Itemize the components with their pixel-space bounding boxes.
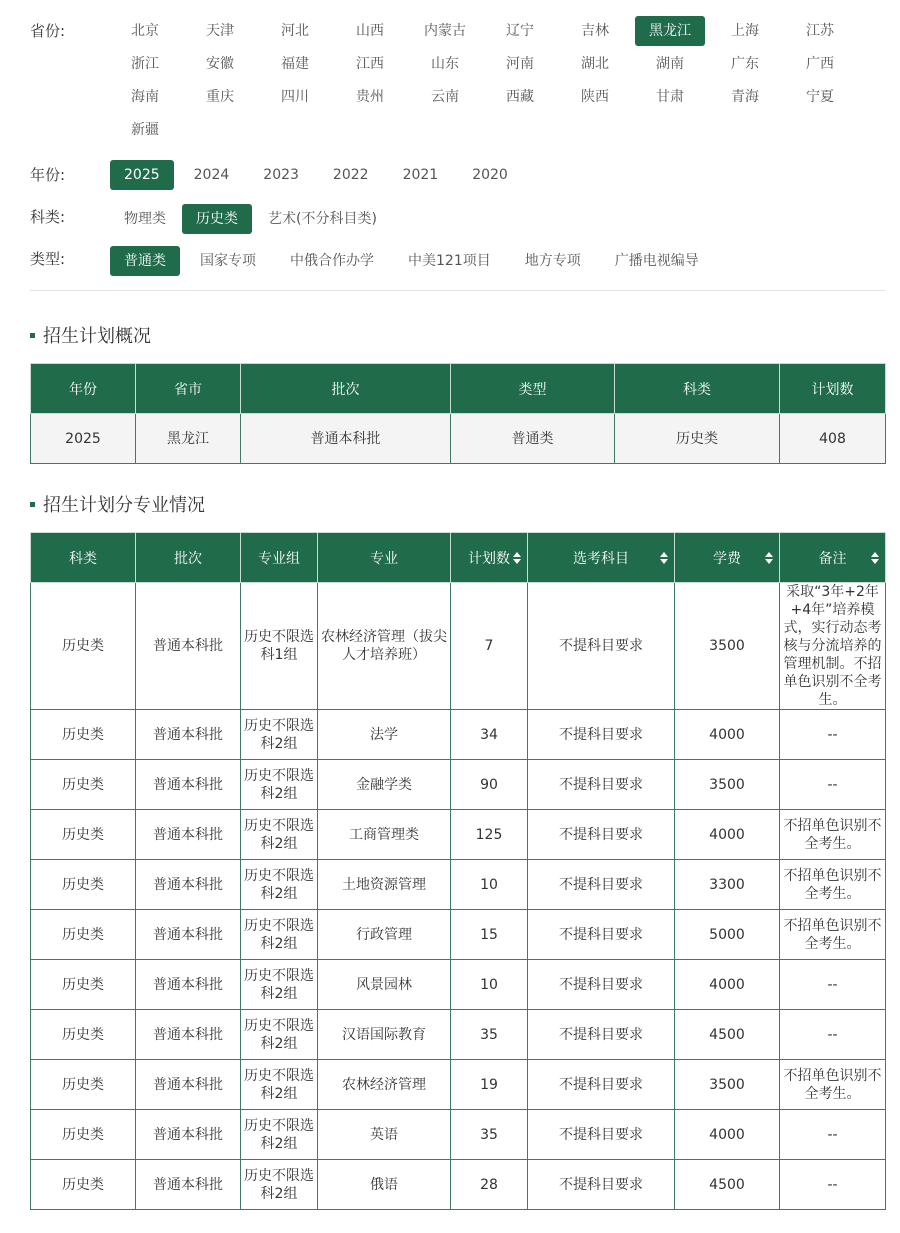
table-cell: 历史类 [31, 760, 136, 810]
table-cell: 汉语国际教育 [318, 1010, 451, 1060]
sort-icon[interactable] [660, 552, 668, 564]
table-cell: 历史类 [31, 910, 136, 960]
majors-section-title [30, 492, 885, 516]
overview-body [31, 414, 886, 464]
table-cell: 15 [451, 910, 528, 960]
table-cell: 3300 [675, 860, 780, 910]
table-cell: 普通本科批 [136, 910, 241, 960]
table-cell: 普通类 [451, 414, 615, 464]
table-cell: 3500 [675, 1060, 780, 1110]
section-marker-icon [30, 333, 35, 338]
table-cell: 不提科目要求 [528, 1110, 675, 1160]
column-header [31, 533, 136, 583]
table-cell: 历史不限选科2组 [241, 1060, 318, 1110]
sort-icon[interactable] [765, 552, 773, 564]
table-cell: 普通本科批 [136, 1110, 241, 1160]
table-cell: 历史不限选科2组 [241, 960, 318, 1010]
sort-icon[interactable] [513, 552, 521, 564]
table-cell: -- [780, 960, 886, 1010]
table-cell: 不提科目要求 [528, 910, 675, 960]
overview-table [30, 363, 886, 464]
table-cell: 普通本科批 [136, 1160, 241, 1210]
table-cell: 历史类 [31, 710, 136, 760]
table-cell: 不提科目要求 [528, 1060, 675, 1110]
table-row [31, 810, 886, 860]
table-cell: 35 [451, 1010, 528, 1060]
province-option[interactable]: 河南 [506, 56, 534, 72]
table-cell: 35 [451, 1110, 528, 1160]
year-option[interactable]: 2020 [472, 167, 508, 183]
column-header-label: 科类 [69, 550, 97, 567]
column-header [241, 533, 318, 583]
table-cell: 不招单色识别不全考生。 [780, 810, 886, 860]
table-cell: 法学 [318, 710, 451, 760]
province-option[interactable]: 黑龙江 [635, 16, 705, 46]
column-header-label: 年份 [69, 381, 97, 398]
overview-title: 招生计划概况 [43, 326, 151, 347]
majors-title: 招生计划分专业情况 [43, 495, 205, 516]
year-option[interactable]: 2021 [402, 167, 439, 183]
table-cell: 2025 [31, 414, 136, 464]
province-option[interactable]: 甘肃 [656, 89, 684, 105]
column-header [318, 533, 451, 583]
table-cell: 不提科目要求 [528, 583, 675, 710]
province-option[interactable]: 四川 [281, 89, 309, 105]
year-options [110, 160, 528, 190]
table-cell: 不提科目要求 [528, 760, 675, 810]
table-cell: 4000 [675, 960, 780, 1010]
table-cell: 10 [451, 860, 528, 910]
table-cell: 3500 [675, 583, 780, 710]
category-filter-label: 科类: [30, 208, 66, 226]
table-cell: 历史类 [31, 960, 136, 1010]
majors-body [31, 583, 886, 1210]
column-header-label: 计划数 [811, 381, 854, 398]
table-row [31, 414, 886, 464]
table-cell: 农林经济管理（拔尖人才培养班） [318, 583, 451, 710]
table-cell: -- [780, 760, 886, 810]
province-option[interactable]: 吉林 [581, 23, 609, 39]
column-header [31, 364, 136, 414]
type-option[interactable]: 中俄合作办学 [290, 253, 374, 269]
province-options [110, 16, 860, 148]
column-header-label: 批次 [331, 381, 360, 398]
year-option[interactable]: 2024 [193, 167, 230, 183]
type-option[interactable]: 普通类 [110, 246, 180, 276]
table-cell: 不招单色识别不全考生。 [780, 860, 886, 910]
province-filter-label: 省份: [30, 22, 66, 40]
table-cell: 土地资源管理 [318, 860, 451, 910]
year-option[interactable]: 2025 [110, 160, 174, 190]
province-option[interactable]: 福建 [281, 56, 309, 72]
category-option[interactable]: 历史类 [182, 204, 252, 234]
year-filter-label: 年份: [30, 166, 66, 184]
table-cell: 3500 [675, 760, 780, 810]
province-option[interactable]: 陕西 [581, 89, 609, 105]
province-option[interactable]: 内蒙古 [424, 23, 466, 39]
category-option[interactable]: 物理类 [124, 211, 166, 227]
column-header[interactable] [780, 533, 886, 583]
table-cell: 10 [451, 960, 528, 1010]
table-cell: 历史不限选科2组 [241, 710, 318, 760]
province-option[interactable]: 上海 [731, 23, 759, 39]
column-header-label: 选考科目 [573, 550, 629, 567]
column-header-label: 批次 [174, 550, 202, 567]
table-cell: 5000 [675, 910, 780, 960]
table-cell: 历史不限选科2组 [241, 1010, 318, 1060]
category-option[interactable]: 艺术(不分科目类) [268, 211, 377, 227]
year-option[interactable]: 2023 [263, 167, 299, 183]
table-cell: 普通本科批 [136, 810, 241, 860]
table-cell: 普通本科批 [136, 960, 241, 1010]
table-row [31, 760, 886, 810]
column-header-label: 学费 [713, 550, 741, 567]
table-cell: 历史类 [31, 1060, 136, 1110]
table-cell: 普通本科批 [136, 583, 241, 710]
column-header-label: 类型 [518, 381, 547, 398]
table-cell: 行政管理 [318, 910, 451, 960]
table-cell: 408 [780, 414, 886, 464]
province-option[interactable]: 天津 [206, 23, 234, 39]
table-cell: 普通本科批 [136, 710, 241, 760]
table-cell: 不提科目要求 [528, 1010, 675, 1060]
table-row [31, 960, 886, 1010]
table-cell: 农林经济管理 [318, 1060, 451, 1110]
table-cell: 34 [451, 710, 528, 760]
province-option[interactable]: 北京 [131, 23, 159, 39]
table-cell: 俄语 [318, 1160, 451, 1210]
column-header-label: 科类 [683, 381, 711, 398]
table-row [31, 1110, 886, 1160]
table-cell: 历史类 [31, 1010, 136, 1060]
column-header [136, 533, 241, 583]
type-filter [30, 246, 885, 276]
table-cell: 工商管理类 [318, 810, 451, 860]
province-option[interactable]: 海南 [131, 89, 159, 105]
table-cell: 不提科目要求 [528, 860, 675, 910]
year-filter [30, 160, 885, 190]
table-cell: 28 [451, 1160, 528, 1210]
province-option[interactable]: 广西 [806, 56, 834, 72]
table-cell: 4000 [675, 1110, 780, 1160]
table-cell: 历史类 [31, 1110, 136, 1160]
table-cell: 历史不限选科2组 [241, 1160, 318, 1210]
table-cell: 风景园林 [318, 960, 451, 1010]
table-cell: 90 [451, 760, 528, 810]
table-cell: 普通本科批 [136, 760, 241, 810]
table-cell: -- [780, 1010, 886, 1060]
table-cell: 普通本科批 [241, 414, 451, 464]
table-cell: 不提科目要求 [528, 710, 675, 760]
column-header-label: 省市 [174, 381, 202, 398]
table-row [31, 910, 886, 960]
column-header-label: 专业 [370, 550, 398, 567]
filter-divider [30, 290, 885, 291]
table-cell: 历史类 [31, 810, 136, 860]
table-cell: 普通本科批 [136, 860, 241, 910]
table-cell: -- [780, 1110, 886, 1160]
province-option[interactable]: 浙江 [131, 56, 159, 72]
table-cell: 英语 [318, 1110, 451, 1160]
table-row [31, 1010, 886, 1060]
table-cell: 4500 [675, 1160, 780, 1210]
table-cell: 不招单色识别不全考生。 [780, 910, 886, 960]
province-option[interactable]: 湖南 [656, 56, 684, 72]
province-option[interactable]: 湖北 [581, 56, 609, 72]
type-filter-label: 类型: [30, 250, 66, 268]
column-header[interactable] [528, 533, 675, 583]
table-cell: 黑龙江 [136, 414, 241, 464]
table-cell: 不招单色识别不全考生。 [780, 1060, 886, 1110]
year-option[interactable]: 2022 [332, 167, 369, 183]
province-option[interactable]: 江苏 [806, 23, 834, 39]
column-header [615, 364, 780, 414]
majors-header-row [31, 533, 886, 583]
sort-icon[interactable] [871, 552, 879, 564]
type-option[interactable]: 广播电视编导 [614, 253, 699, 269]
province-option[interactable]: 山西 [356, 23, 384, 39]
section-marker-icon [30, 502, 35, 507]
table-cell: 历史类 [31, 860, 136, 910]
province-option[interactable]: 山东 [431, 56, 459, 72]
table-cell: 历史不限选科2组 [241, 1110, 318, 1160]
type-option[interactable]: 国家专项 [200, 253, 256, 269]
table-cell: -- [780, 1160, 886, 1210]
table-cell: 历史不限选科1组 [241, 583, 318, 710]
table-cell: 历史类 [615, 414, 780, 464]
table-cell: 金融学类 [318, 760, 451, 810]
majors-table [30, 532, 886, 1210]
table-cell: 7 [451, 583, 528, 710]
province-option[interactable]: 新疆 [131, 122, 159, 138]
table-cell: 不提科目要求 [528, 1160, 675, 1210]
table-cell: 历史不限选科2组 [241, 910, 318, 960]
type-option[interactable]: 中美121项目 [408, 253, 491, 269]
table-row [31, 710, 886, 760]
overview-header-row [31, 364, 886, 414]
province-option[interactable]: 贵州 [356, 89, 384, 105]
province-option[interactable]: 西藏 [506, 89, 534, 105]
province-filter [30, 0, 885, 148]
column-header [136, 364, 241, 414]
table-cell: 不提科目要求 [528, 810, 675, 860]
column-header [780, 364, 886, 414]
province-option[interactable]: 云南 [431, 89, 459, 105]
province-option[interactable]: 辽宁 [506, 23, 534, 39]
table-cell: 采取“3年+2年+4年”培养模式，实行动态考核与分流培养的管理机制。不招单色识别不全考生。 [780, 583, 886, 710]
type-option[interactable]: 地方专项 [524, 253, 581, 269]
column-header[interactable] [675, 533, 780, 583]
table-cell: 4000 [675, 810, 780, 860]
province-option[interactable]: 江西 [356, 56, 384, 72]
column-header-label: 备注 [818, 550, 847, 567]
table-cell: 普通本科批 [136, 1010, 241, 1060]
table-cell: 不提科目要求 [528, 960, 675, 1010]
province-option[interactable]: 安徽 [206, 56, 234, 72]
category-filter [30, 204, 885, 234]
table-cell: 历史不限选科2组 [241, 860, 318, 910]
table-cell: 历史不限选科2组 [241, 810, 318, 860]
table-row [31, 860, 886, 910]
table-cell: 历史类 [31, 1160, 136, 1210]
province-option[interactable]: 青海 [731, 89, 759, 105]
province-option[interactable]: 河北 [281, 23, 309, 39]
table-cell: 125 [451, 810, 528, 860]
table-cell: 历史类 [31, 583, 136, 710]
overview-section-title [30, 323, 885, 347]
category-options [110, 204, 393, 234]
province-option[interactable]: 重庆 [206, 89, 234, 105]
table-row [31, 1160, 886, 1210]
table-row [31, 583, 886, 710]
table-row [31, 1060, 886, 1110]
table-cell: 普通本科批 [136, 1060, 241, 1110]
table-cell: 19 [451, 1060, 528, 1110]
column-header-label: 专业组 [258, 550, 300, 567]
column-header-label: 计划数 [468, 550, 510, 567]
column-header[interactable] [451, 533, 528, 583]
table-cell: -- [780, 710, 886, 760]
type-options [110, 246, 719, 276]
table-cell: 4000 [675, 710, 780, 760]
province-option[interactable]: 广东 [731, 56, 759, 72]
table-cell: 历史不限选科2组 [241, 760, 318, 810]
table-cell: 4500 [675, 1010, 780, 1060]
column-header [451, 364, 615, 414]
province-option[interactable]: 宁夏 [806, 89, 834, 105]
column-header [241, 364, 451, 414]
